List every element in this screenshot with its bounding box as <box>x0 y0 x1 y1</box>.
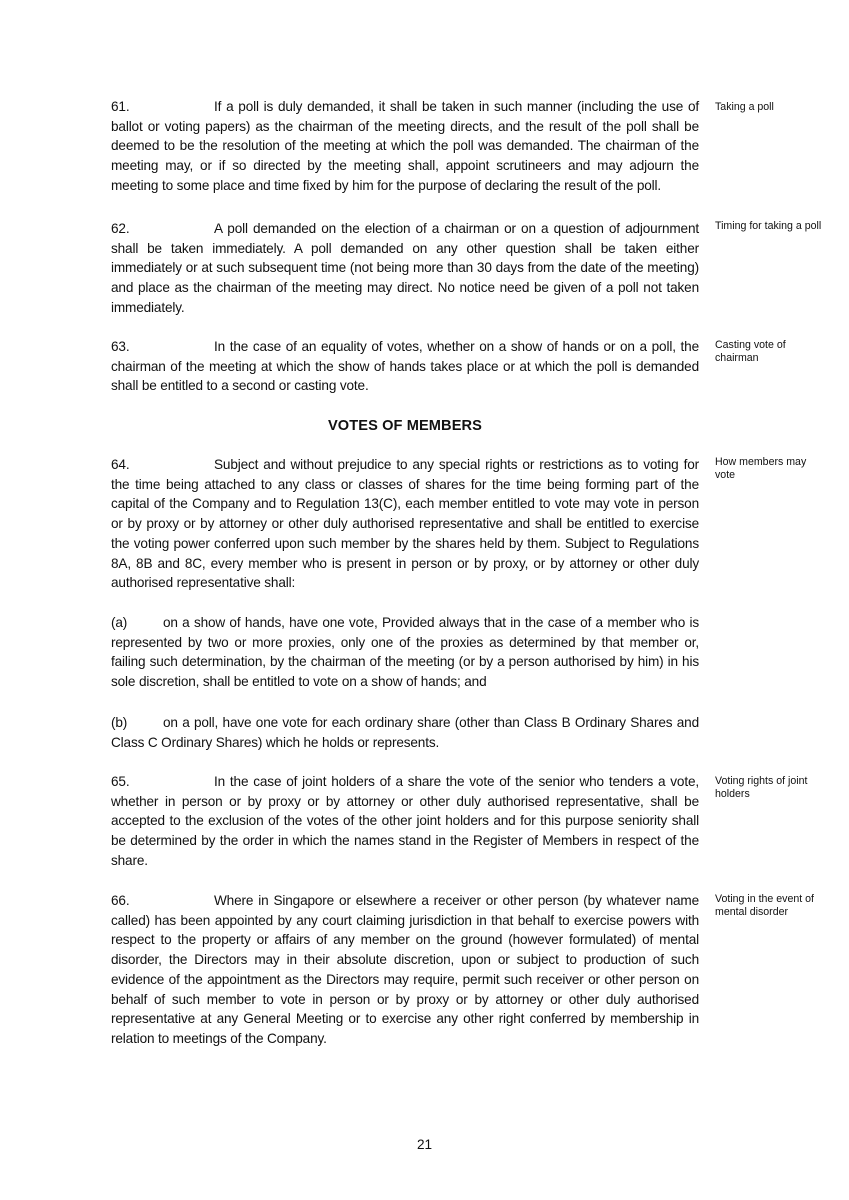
regulation-number: 63. <box>111 339 130 354</box>
regulation-64 <box>111 455 699 593</box>
sub-item-label: (a) <box>111 615 128 630</box>
sub-item-label: (b) <box>111 715 128 730</box>
section-heading: VOTES OF MEMBERS <box>327 418 483 434</box>
margin-note-taking-a-poll: Taking a poll <box>715 101 774 113</box>
regulation-65 <box>111 772 699 871</box>
regulation-66 <box>111 891 699 1049</box>
sub-item-a <box>111 613 699 692</box>
regulation-text: Where in Singapore or elsewhere a receiver or other person (by whatever name called) has been appointed by any court claiming jurisdiction in that behalf to exercise powers with respect to the property or affairs of any member on the ground (however formulated) of mental disorder, the Directors may in their absolute discretion, upon or subject to production of such evidence of the appointment as the Directors may require, permit such receiver or other person on behalf of such member to vote in person or by proxy or by attorney or other duly authorised representative at any General Meeting or to exercise any other right conferred by membership in relation to meetings of the Company. <box>111 893 699 1046</box>
regulation-text: If a poll is duly demanded, it shall be taken in such manner (including the use of ballot or voting papers) as the chairman of the meeting directs, and the result of the poll shall be deemed to be the resolution of the meeting at which the poll was demanded. The chairman of the meeting may, or if so directed by the meeting shall, appoint scrutineers and may adjourn the meeting to some place and time fixed by him for the purpose of declaring the result of the poll. <box>111 99 699 193</box>
regulation-text: Subject and without prejudice to any special rights or restrictions as to voting for the time being attached to any class or classes of shares for the time being forming part of the capital of the Company and to Regulation 13(C), each member entitled to vote may vote in person or by proxy or by attorney or other duly authorised representative and shall be entitled to exercise the voting power conferred upon such member by the shares held by them. Subject to Regulations 8A, 8B and 8C, every member who is present in person or by proxy, or by attorney or other duly authorised representative shall: <box>111 457 699 591</box>
regulation-text: In the case of joint holders of a share the vote of the senior who tenders a vote, whether in person or by proxy or by attorney or other duly authorised representative, shall be accepted to the exclusion of the votes of the other joint holders and for this purpose seniority shall be determined by the order in which the names stand in the Register of Members in respect of the share. <box>111 774 699 868</box>
regulation-number: 65. <box>111 774 130 789</box>
regulation-number: 64. <box>111 457 130 472</box>
page-number: 21 <box>416 1137 433 1152</box>
margin-note-timing-for-taking-a-poll: Timing for taking a poll <box>715 220 822 232</box>
regulation-text: A poll demanded on the election of a chairman or on a question of adjournment shall be taken immediately. A poll demanded on any other question shall be taken either immediately or at such subsequent time (not being more than 30 days from the date of the meeting) and place as the chairman of the meeting may direct. No notice need be given of a poll not taken immediately. <box>111 221 699 315</box>
sub-item-text: on a poll, have one vote for each ordinary share (other than Class B Ordinary Shares and Class C Ordinary Shares) which he holds or represents. <box>111 715 699 750</box>
regulation-number: 62. <box>111 221 130 236</box>
regulation-62 <box>111 219 699 318</box>
regulation-text: In the case of an equality of votes, whether on a show of hands or on a poll, the chairman of the meeting at which the show of hands takes place or at which the poll is demanded shall be entitled to a second or casting vote. <box>111 339 699 394</box>
margin-note-voting-mental-disorder: Voting in the event of mental disorder <box>715 893 814 918</box>
margin-note-how-members-may-vote: How members may vote <box>715 456 807 481</box>
margin-note-voting-rights-of-joint-holders: Voting rights of joint holders <box>715 775 808 800</box>
margin-note-casting-vote-of-chairman: Casting vote of chairman <box>715 339 786 364</box>
regulation-61 <box>111 97 699 196</box>
regulation-63 <box>111 337 699 396</box>
regulation-number: 66. <box>111 893 130 908</box>
sub-item-b <box>111 713 699 752</box>
sub-item-text: on a show of hands, have one vote, Provided always that in the case of a member who is represented by two or more proxies, only one of the proxies as determined by that member or, failing such determination, by the chairman of the meeting (or by a person authorised by him) in his sole discretion, shall be entitled to vote on a show of hands; and <box>111 615 699 690</box>
regulation-number: 61. <box>111 99 130 114</box>
